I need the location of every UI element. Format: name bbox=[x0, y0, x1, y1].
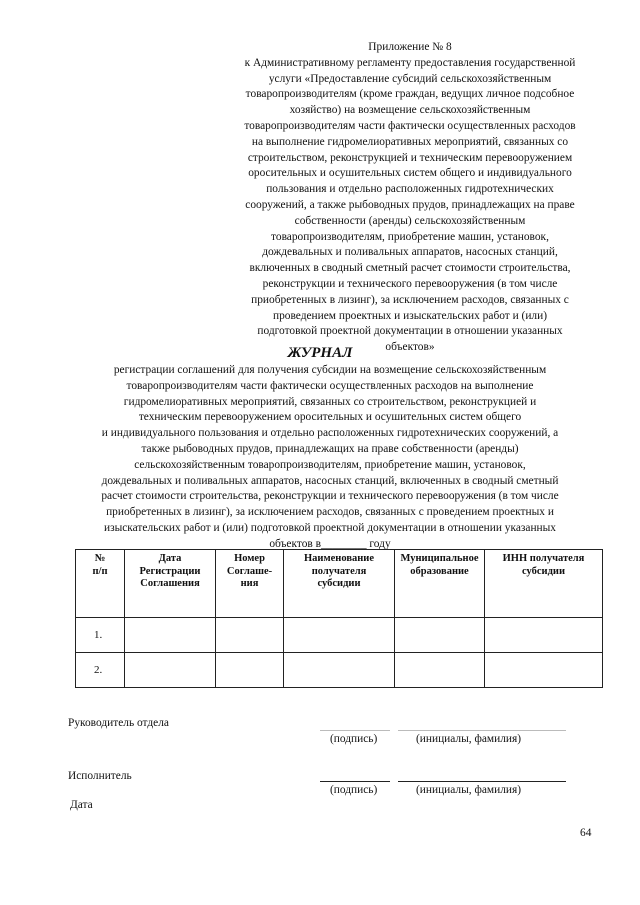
table-cell-number: 1. bbox=[76, 618, 125, 653]
subtitle-line: также рыбоводных прудов, принадлежащих на праве собственности (аренды) bbox=[141, 442, 519, 455]
table-cell-number: 2. bbox=[76, 653, 125, 688]
executor-name-caption: (инициалы, фамилия) bbox=[416, 784, 522, 796]
head-signature-line bbox=[320, 730, 390, 731]
annex-line: хозяйство) на возмещение сельскохозяйственным bbox=[289, 104, 531, 117]
annex-line: строительством, реконструкцией и техническим перевооружением bbox=[247, 151, 573, 164]
journal-title: ЖУРНАЛ bbox=[287, 345, 353, 361]
head-name-line bbox=[398, 730, 566, 731]
annex-line: подготовкой проектной документации в отношении указанных bbox=[257, 325, 563, 338]
subtitle-line: сельскохозяйственным товаропроизводителям, приобретение машин, установок, bbox=[134, 458, 526, 471]
table-header-row bbox=[76, 550, 603, 618]
executor-signature-line bbox=[320, 781, 390, 782]
head-signature-caption: (подпись) bbox=[330, 733, 378, 745]
date-label: Дата bbox=[70, 799, 93, 811]
annex-line: к Административному регламенту предоставления государственной bbox=[244, 56, 576, 69]
executor-label: Исполнитель bbox=[68, 770, 132, 782]
annex-line: дождевальных и поливальных аппаратов, насосных станций, bbox=[262, 246, 558, 259]
column-header-municipality: Муниципальное образование bbox=[395, 550, 485, 618]
column-header-agreement-number: Номер Соглаше- ния bbox=[216, 550, 284, 618]
annex-line: товаропроизводителям (кроме граждан, ведущих личное подсобное bbox=[245, 88, 575, 101]
table-cell bbox=[395, 653, 485, 688]
column-header-registration-date: Дата Регистрации Соглашения bbox=[125, 550, 216, 618]
executor-name-line bbox=[398, 781, 566, 782]
annex-line: Приложение № 8 bbox=[368, 41, 452, 53]
annex-line: включенных в сводный сметный расчет стоимости строительства, bbox=[249, 262, 571, 275]
table-cell bbox=[485, 618, 603, 653]
annex-line: пользования и отдельно расположенных гидротехнических bbox=[266, 183, 554, 196]
annex-line: реконструкции и технического перевооружения (в том числе bbox=[262, 277, 558, 290]
subtitle-line: регистрации соглашений для получения субсидии на возмещение сельскохозяйственным bbox=[113, 364, 547, 376]
annex-line: приобретенных в лизинг), за исключением расходов, связанных с bbox=[251, 293, 569, 306]
annex-header bbox=[215, 40, 605, 356]
annex-line: услуги «Предоставление субсидий сельскохозяйственным bbox=[268, 72, 552, 85]
table-cell bbox=[395, 618, 485, 653]
subtitle-line: приобретенных в лизинг), за исключением расходов, связанных с проведением проектных и bbox=[106, 506, 554, 519]
head-of-department-label: Руководитель отдела bbox=[68, 717, 169, 729]
subtitle-line: товаропроизводителям части фактически осуществленных расходов на выполнение bbox=[126, 379, 534, 392]
annex-line: собственности (аренды) сельскохозяйственным bbox=[294, 214, 526, 227]
table-cell bbox=[284, 618, 395, 653]
subtitle-line: дождевальных и поливальных аппаратов, насосных станций, включенных в сводный сметный bbox=[101, 474, 559, 487]
annex-line: оросительных и осушительных систем общего и индивидуального bbox=[248, 167, 572, 180]
annex-line: товаропроизводителям части фактически осуществленных расходов bbox=[244, 119, 576, 132]
annex-line: объектов» bbox=[385, 341, 435, 354]
column-header-inn: ИНН получателя субсидии bbox=[485, 550, 603, 618]
journal-subtitle bbox=[60, 363, 600, 553]
subtitle-line: и индивидуального пользования и отдельно расположенных гидротехнических сооружений, а bbox=[101, 427, 559, 440]
subtitle-line: расчет стоимости строительства, реконструкции и технического перевооружения (в том числе bbox=[101, 490, 559, 503]
annex-line: на выполнение гидромелиоративных мероприятий, связанных со bbox=[251, 135, 569, 148]
page-number: 64 bbox=[580, 827, 592, 839]
subtitle-line: объектов в________ году bbox=[269, 537, 391, 550]
registration-table bbox=[75, 549, 603, 688]
annex-line: проведением проектных и изыскательских работ и (или) bbox=[272, 309, 548, 322]
table-row bbox=[76, 653, 603, 688]
column-header-number: № п/п bbox=[76, 550, 125, 618]
table-cell bbox=[284, 653, 395, 688]
annex-line: сооружений, а также рыбоводных прудов, принадлежащих на праве bbox=[245, 198, 575, 211]
table-cell bbox=[125, 653, 216, 688]
table-cell bbox=[485, 653, 603, 688]
subtitle-line: изыскательских работ и (или) подготовкой проектной документации в отношении указанных bbox=[104, 521, 556, 534]
column-header-recipient-name: Наименование получателя субсидии bbox=[284, 550, 395, 618]
table-row bbox=[76, 618, 603, 653]
subtitle-line: гидромелиоративных мероприятий, связанных со строительством, реконструкцией и bbox=[123, 395, 537, 408]
annex-line: товаропроизводителям, приобретение машин, установок, bbox=[271, 230, 549, 243]
table-cell bbox=[216, 618, 284, 653]
subtitle-line: техническим перевооружением оросительных и осушительных систем общего bbox=[138, 411, 522, 424]
table-cell bbox=[125, 618, 216, 653]
executor-signature-caption: (подпись) bbox=[330, 784, 378, 796]
head-name-caption: (инициалы, фамилия) bbox=[416, 733, 522, 745]
table-cell bbox=[216, 653, 284, 688]
